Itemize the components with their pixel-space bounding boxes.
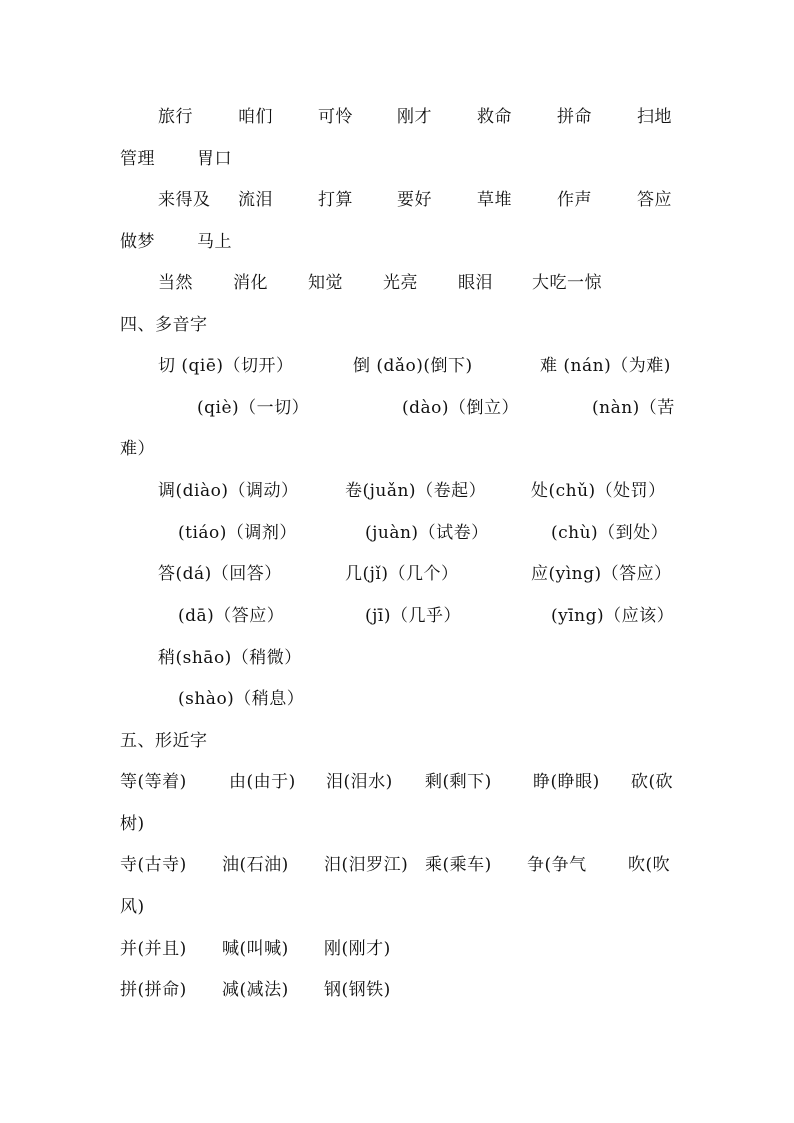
poly-entry: 应(yìng)（答应）: [531, 564, 672, 584]
word: 打算: [318, 190, 353, 210]
poly-entry: (dā)（答应）: [178, 606, 285, 626]
poly-entry: 倒 (dǎo)(倒下): [353, 356, 473, 376]
poly-entry: 几(jǐ)（几个）: [345, 564, 459, 584]
similar-line-1-wrap: [0, 811, 794, 837]
word: 答应: [637, 190, 672, 210]
similar-entry: 寺(古寺): [120, 855, 187, 875]
similar-entry: 争(争气: [527, 855, 587, 875]
word: 刚才: [397, 107, 432, 127]
similar-entry: 喊(叫喊): [222, 939, 289, 959]
section-heading-5: [0, 728, 794, 754]
similar-entry: 拼(拼命): [120, 980, 187, 1000]
similar-entry: 油(石油): [222, 855, 289, 875]
word: 草堆: [477, 190, 512, 210]
similar-entry: 剩(剩下): [425, 772, 492, 792]
word: 拼命: [557, 107, 592, 127]
similar-line-2: [0, 852, 794, 878]
poly-entry: (chù)（到处）: [551, 523, 669, 543]
word-line-2: [0, 187, 794, 213]
word: 流泪: [238, 190, 273, 210]
section-heading: 五、形近字: [120, 731, 208, 751]
word: 可怜: [318, 107, 353, 127]
similar-entry: 等(等着): [120, 772, 187, 792]
word-line-3: [0, 270, 794, 296]
similar-entry: 树): [120, 814, 145, 834]
word: 光亮: [383, 273, 418, 293]
similar-line-3: [0, 936, 794, 962]
poly-line-4: [0, 520, 794, 546]
similar-entry: 汨(汨罗江): [324, 855, 409, 875]
word-line-1-wrap: [0, 146, 794, 172]
poly-entry: (shào)（稍息）: [178, 689, 305, 709]
poly-entry: 稍(shāo)（稍微）: [158, 648, 302, 668]
poly-line-8: [0, 686, 794, 712]
poly-entry: (nàn)（苦: [592, 398, 675, 418]
poly-entry: (tiáo)（调剂）: [178, 523, 297, 543]
similar-entry: 风): [120, 897, 145, 917]
word-line-2-wrap: [0, 229, 794, 255]
word: 扫地: [637, 107, 672, 127]
word: 要好: [397, 190, 432, 210]
poly-entry: 切 (qiē)（切开）: [158, 356, 294, 376]
poly-line-2: [0, 395, 794, 421]
word: 作声: [557, 190, 592, 210]
poly-line-6: [0, 603, 794, 629]
word: 马上: [197, 232, 232, 252]
similar-entry: 减(减法): [222, 980, 289, 1000]
poly-entry: 难）: [120, 439, 155, 459]
similar-entry: 睁(睁眼): [533, 772, 600, 792]
section-heading: 四、多音字: [120, 315, 208, 335]
similar-entry: 乘(乘车): [425, 855, 492, 875]
poly-entry: (juàn)（试卷）: [365, 523, 489, 543]
word: 来得及: [158, 190, 211, 210]
similar-entry: 钢(钢铁): [324, 980, 391, 1000]
word: 做梦: [120, 232, 155, 252]
word-line-1: [0, 104, 794, 130]
similar-entry: 并(并且): [120, 939, 187, 959]
poly-line-7: [0, 645, 794, 671]
word: 救命: [477, 107, 512, 127]
poly-line-2-wrap: [0, 436, 794, 462]
poly-entry: 调(diào)（调动）: [158, 481, 299, 501]
word: 管理: [120, 149, 155, 169]
poly-entry: (jī)（几乎）: [365, 606, 461, 626]
similar-line-2-wrap: [0, 894, 794, 920]
word: 旅行: [158, 107, 193, 127]
similar-line-4: [0, 977, 794, 1003]
similar-entry: 由(由于): [229, 772, 296, 792]
word: 咱们: [238, 107, 273, 127]
similar-entry: 刚(刚才): [324, 939, 391, 959]
poly-entry: (yīng)（应该）: [551, 606, 675, 626]
similar-line-1: [0, 769, 794, 795]
poly-entry: (dào)（倒立）: [402, 398, 520, 418]
similar-entry: 泪(泪水): [326, 772, 393, 792]
poly-entry: 答(dá)（回答）: [158, 564, 282, 584]
poly-entry: 难 (nán)（为难): [540, 356, 671, 376]
poly-line-5: [0, 561, 794, 587]
poly-line-1: [0, 353, 794, 379]
poly-entry: 卷(juǎn)（卷起）: [345, 481, 487, 501]
poly-line-3: [0, 478, 794, 504]
section-heading-4: [0, 312, 794, 338]
word: 知觉: [308, 273, 343, 293]
word: 当然: [158, 273, 193, 293]
word: 消化: [233, 273, 268, 293]
word: 眼泪: [458, 273, 493, 293]
poly-entry: (qiè)（一切）: [197, 398, 310, 418]
word: 大吃一惊: [532, 273, 602, 293]
word: 胃口: [197, 149, 232, 169]
similar-entry: 吹(吹: [628, 855, 671, 875]
poly-entry: 处(chǔ)（处罚）: [531, 481, 666, 501]
similar-entry: 砍(砍: [631, 772, 674, 792]
